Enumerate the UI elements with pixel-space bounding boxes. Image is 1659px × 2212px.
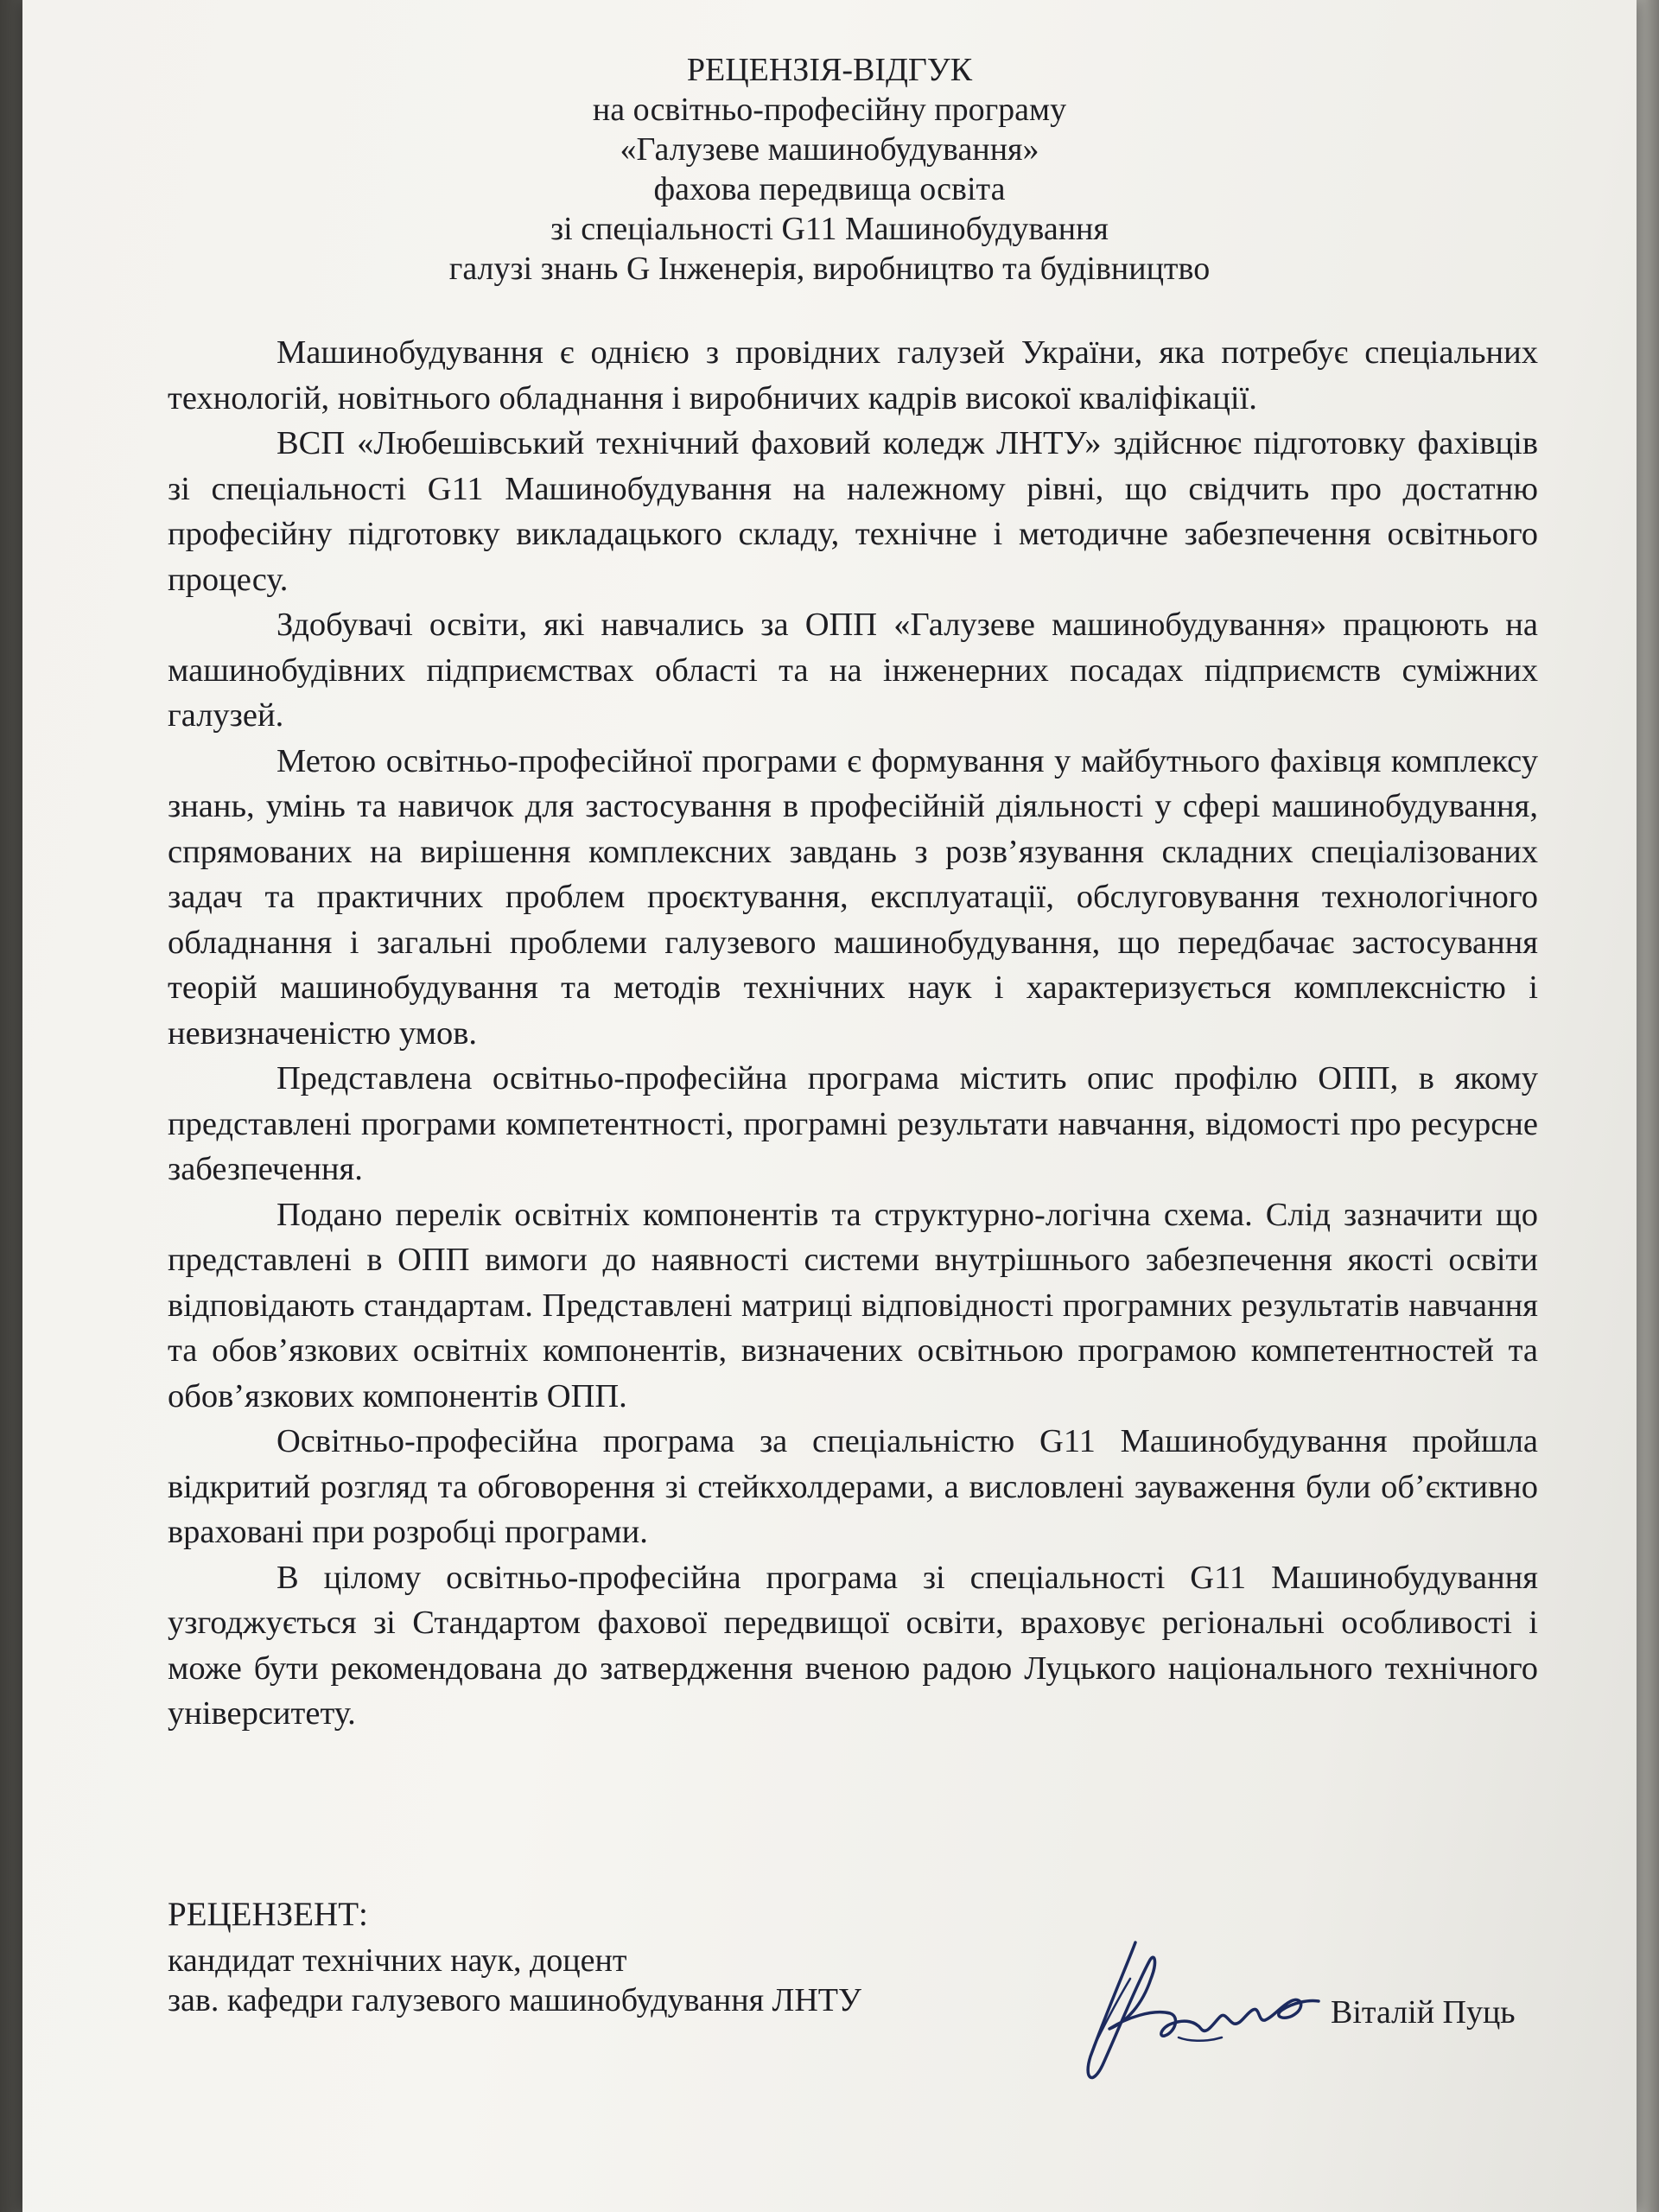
subtitle-field: галузі знань G Інженерія, виробництво та будівництво: [448, 251, 1211, 287]
subtitle-specialty: зі спеціальності G11 Машинобудування: [550, 211, 1109, 247]
signature-image: [1075, 1927, 1325, 2100]
subtitle-education-level: фахова передвища освіта: [653, 171, 1006, 207]
paragraph: В цілому освітньо-професійна програма зі спеціальності G11 Машинобудування узгоджується зі Стандартом фахової передвищої освіти, враховує регіональні особливості і може бути рекомендована до затвердження вченою радою Луцького національного технічного університету.: [168, 1559, 1538, 1732]
reviewer-label: РЕЦЕНЗЕНТ:: [168, 1896, 368, 1933]
document-title: РЕЦЕНЗІЯ-ВІДГУК: [686, 52, 973, 88]
subtitle-program: на освітньо-професійну програму: [592, 92, 1067, 128]
review-body: [168, 330, 1538, 1737]
paragraph: ВСП «Любешівський технічний фаховий коледж ЛНТУ» здійснює підготовку фахівців зі спеціальності G11 Машинобудування на належному рівні, що свідчить про достатню професійну підготовку викладацького складу, технічне і методичне забезпечення освітнього процесу.: [168, 425, 1538, 598]
paragraph: Метою освітньо-професійної програми є формування у майбутнього фахівця комплексу знань, умінь та навичок для застосування в професійній діяльності у сфері машинобудування, спрямованих на вирішення комплексних завдань з розв’язування складних спеціалізованих задач та практичних проблем проєктування, експлуатації, обслуговування технологічного обладнання і загальні проблеми галузевого машинобудування, що передбачає застосування теорій машинобудування та методів технічних наук і характеризується комплексністю і невизначеністю умов.: [168, 742, 1538, 1052]
reviewer-degree: кандидат технічних наук, доцент: [168, 1942, 627, 1979]
subtitle-program-name: «Галузеве машинобудування»: [620, 131, 1039, 168]
document-header: [22, 50, 1637, 289]
paragraph: Здобувачі освіти, які навчались за ОПП «Галузеве машинобудування» працюють на машинобудівних підприємствах області та на інженерних посадах підприємств суміжних галузей.: [168, 607, 1538, 734]
reviewer-name: Віталій Пуць: [1331, 1994, 1516, 2031]
reviewer-position: зав. кафедри галузевого машинобудування ЛНТУ: [168, 1982, 861, 2018]
paragraph: Освітньо-професійна програма за спеціальністю G11 Машинобудування пройшла відкритий розгляд та обговорення зі стейкхолдерами, а висловлені зауваження були об’єктивно враховані при розробці програми.: [168, 1423, 1538, 1550]
paragraph: Подано перелік освітніх компонентів та структурно-логічна схема. Слід зазначити що представлені в ОПП вимоги до наявності системи внутрішнього забезпечення якості освіти відповідають стандартам. Представлені матриці відповідності програмних результатів навчання та обов’язкових освітніх компонентів, визначених освітньою програмою компетентностей та обов’язкових компонентів ОПП.: [168, 1196, 1538, 1414]
paragraph: Представлена освітньо-професійна програма містить опис профілю ОПП, в якому представлені програми компетентності, програмні результати навчання, відомості про ресурсне забезпечення.: [168, 1060, 1538, 1187]
paragraph: Машинобудування є однією з провідних галузей України, яка потребує спеціальних технологій, новітнього обладнання і виробничих кадрів високої кваліфікації.: [168, 334, 1538, 416]
document-page: [22, 0, 1637, 2212]
reviewer-block: [168, 1894, 861, 2020]
